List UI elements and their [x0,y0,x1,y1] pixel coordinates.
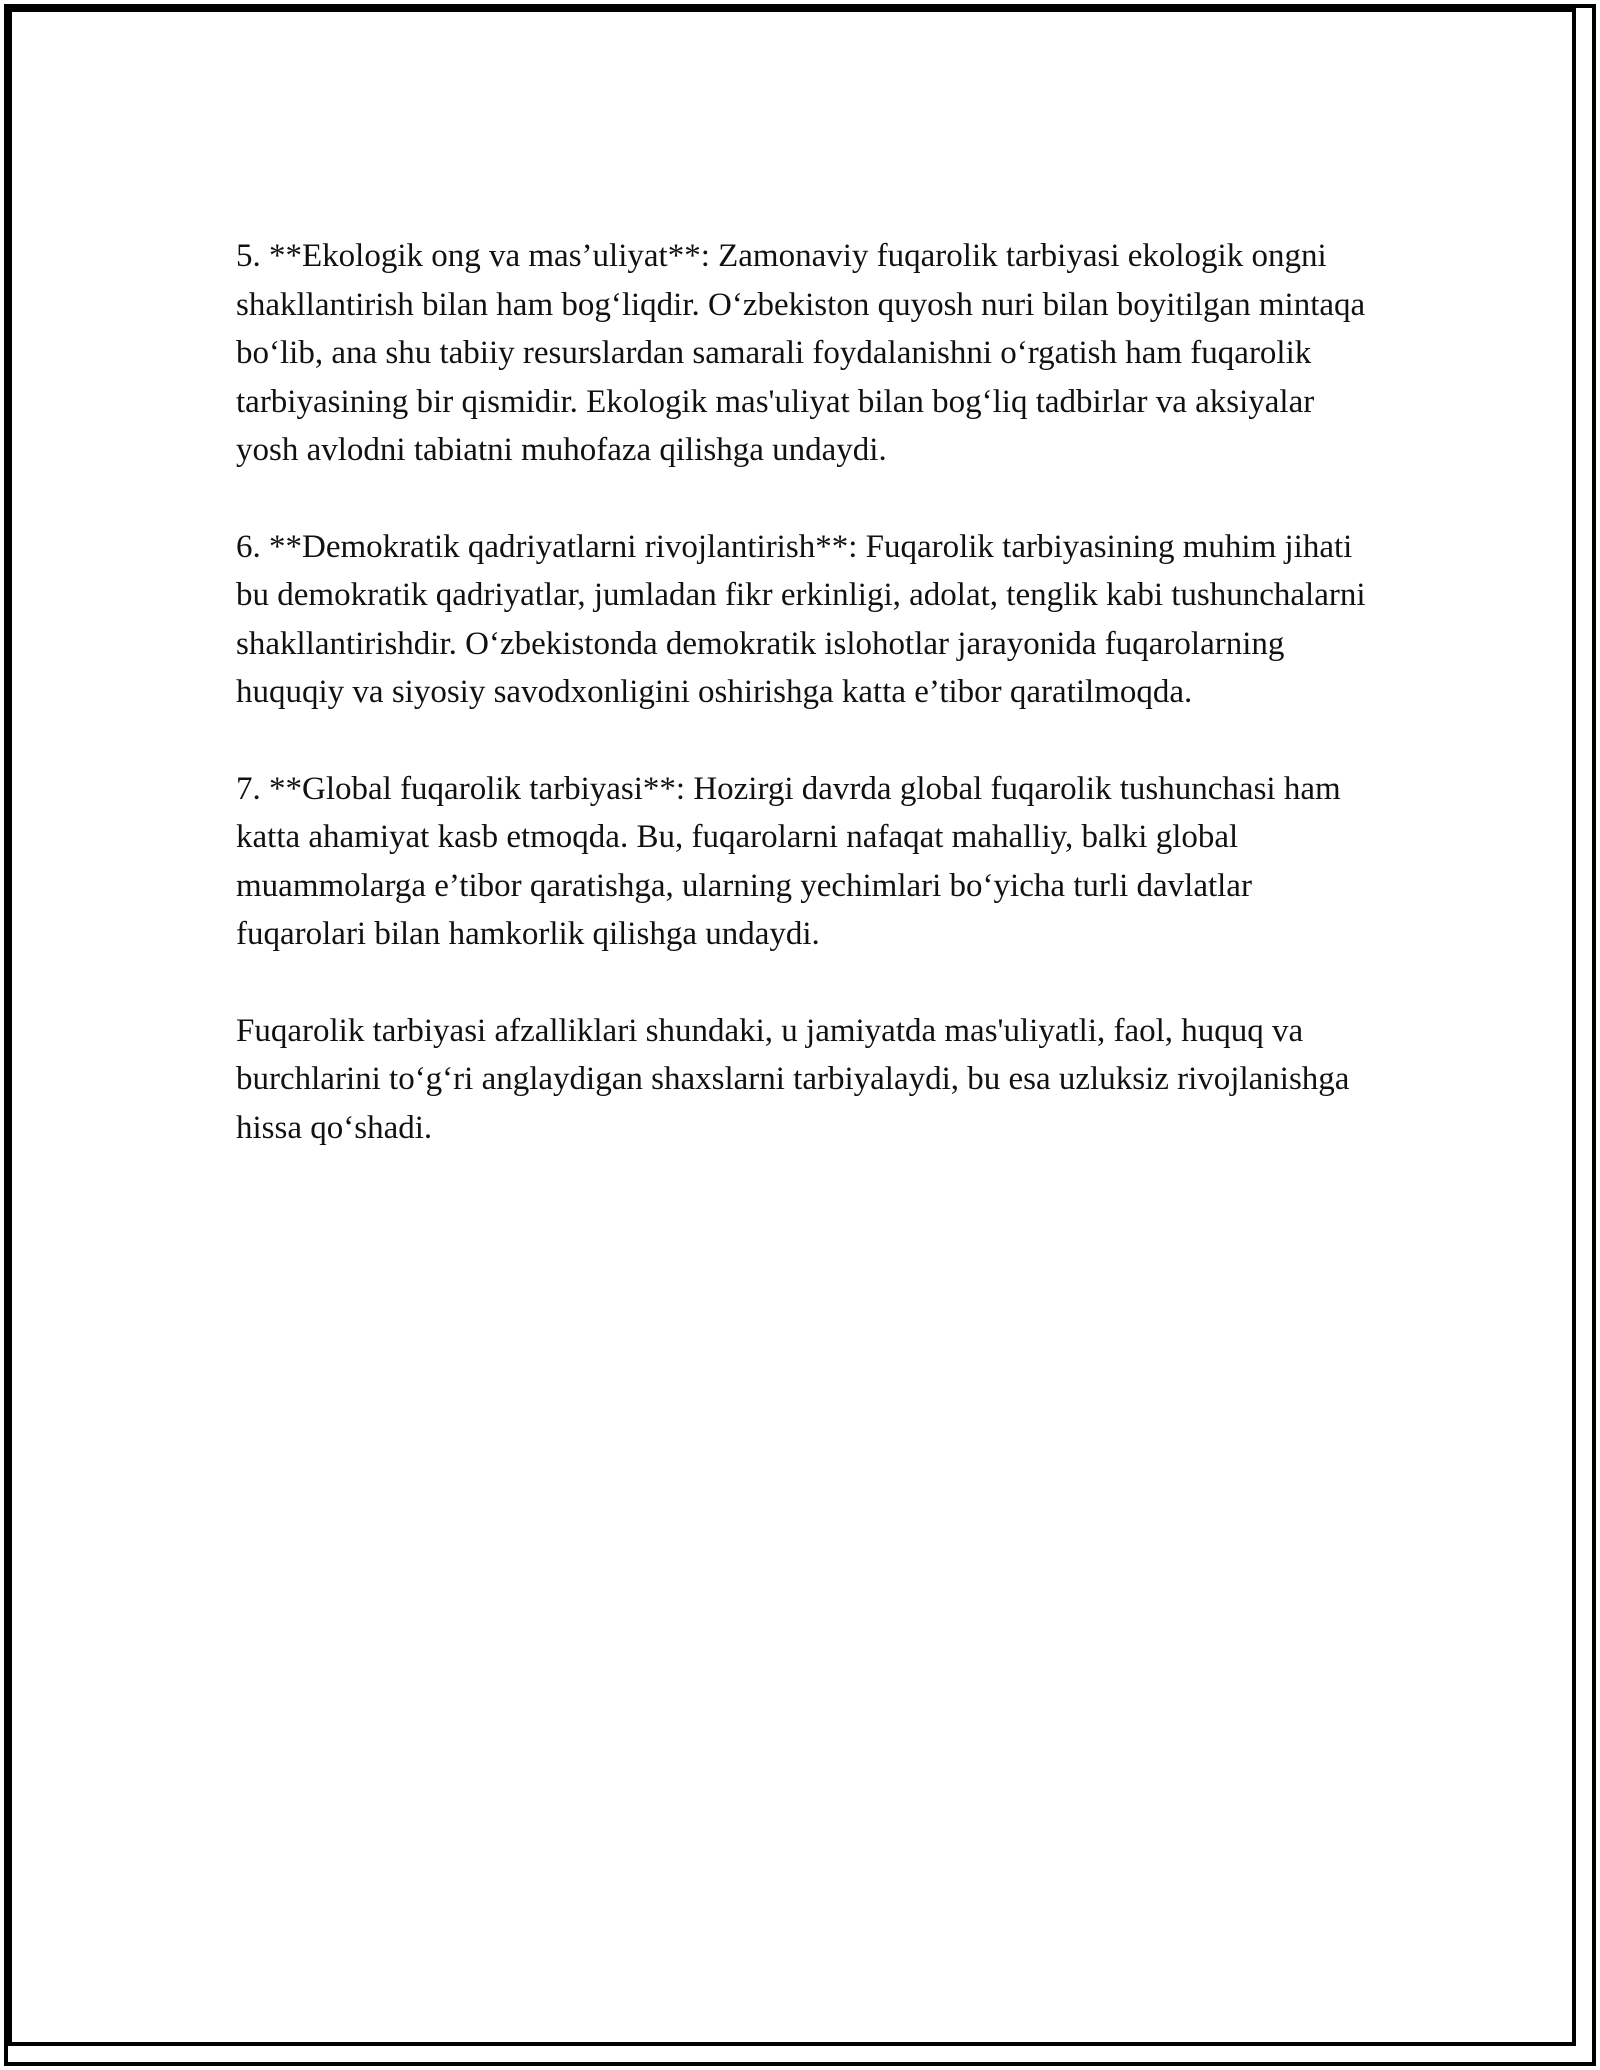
paragraph-global-citizenship: 7. **Global fuqarolik tarbiyasi**: Hozirgi davrda global fuqarolik tushunchasi ham katta ahamiyat kasb etmoqda. Bu, fuqarolarni nafaqat mahalliy, balki global muammolarga e’tibor qaratishga, ularning yechimlari bo‘yicha turli davlatlar fuqarolari bilan hamkorlik qilishga undaydi. [236,770,1341,952]
paragraph-democratic-values: 6. **Demokratik qadriyatlarni rivojlantirish**: Fuqarolik tarbiyasining muhim jihati bu demokratik qadriyatlar, jumladan fikr erkinligi, adolat, tenglik kabi tushunchalarni shakllantirishdir. O‘zbekistonda demokratik islohotlar jarayonida fuqarolarning huquqiy va siyosiy savodxonligini oshirishga katta e’tibor qaratilmoqda. [236,528,1366,710]
paragraph-ecological-responsibility: 5. **Ekologik ong va mas’uliyat**: Zamonaviy fuqarolik tarbiyasi ekologik ongni shakllantirish bilan ham bog‘liqdir. O‘zbekiston quyosh nuri bilan boyitilgan mintaqa bo‘lib, ana shu tabiiy resurslardan samarali foydalanishni o‘rgatish ham fuqarolik tarbiyasining bir qismidir. Ekologik mas'uliyat bilan bog‘liq tadbirlar va aksiyalar yosh avlodni tabiatni muhofaza qilishga undaydi. [236,238,1366,468]
document-body [236,232,1376,1200]
paragraph-conclusion: Fuqarolik tarbiyasi afzalliklari shundaki, u jamiyatda mas'uliyatli, faol, huquq va burchlarini to‘g‘ri anglaydigan shaxslarni tarbiyalaydi, bu esa uzluksiz rivojlanishga hissa qo‘shadi. [236,1012,1350,1146]
